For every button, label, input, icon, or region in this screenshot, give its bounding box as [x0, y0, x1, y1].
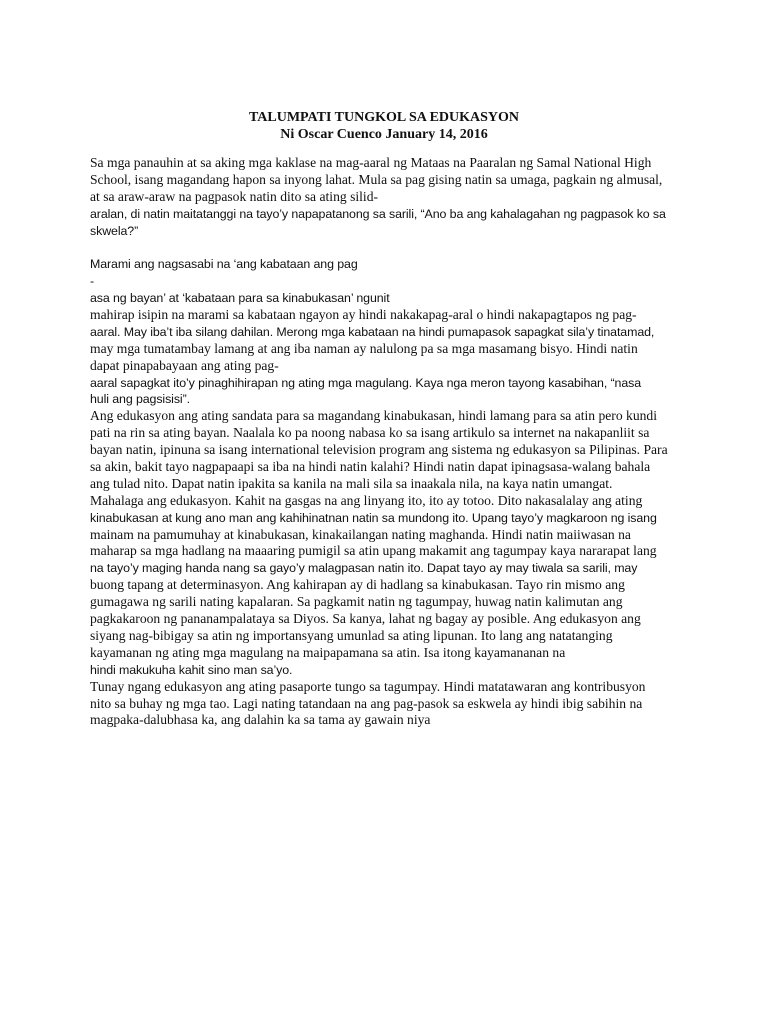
- paragraph-gap: [90, 239, 690, 256]
- body-line: aralan, di natin maitatanggi na tayo’y napapatanong sa sarili, “Ano ba ang kahalagahan ng pagpasok ko sa: [90, 206, 666, 221]
- body-line: buong tapang at determinasyon. Ang kahirapan ay di hadlang sa kinabukasan. Tayo rin mismo ang: [90, 577, 625, 593]
- title-block: [0, 109, 768, 143]
- body-line: Ang edukasyon ang ating sandata para sa magandang kinabukasan, hindi lamang para sa atin pero kundi: [90, 408, 657, 424]
- body-line: dapat pinapabayaan ang ating pag-: [90, 357, 279, 373]
- body-line: gumagawa ng sarili nating kapalaran. Sa pagkamit natin ng tagumpay, huwag natin kalimutan ang: [90, 594, 623, 610]
- body-line: magpaka-dalubhasa ka, ang dalahin ka sa tama ay gawain niya: [90, 712, 431, 728]
- body-line: may mga tumatambay lamang at ang iba naman ay nalulong pa sa mga masamang bisyo. Hindi natin: [90, 340, 638, 356]
- document-title: TALUMPATI TUNGKOL SA EDUKASYON: [248, 110, 520, 125]
- body-line: aaral sapagkat ito’y pinaghihirapan ng ating mga magulang. Kaya nga meron tayong kasabihan, “nasa: [90, 375, 642, 390]
- body-line: mahirap isipin na marami sa kabataan ngayon ay hindi nakakapag-aral o hindi nakapagtapos ng pag-: [90, 307, 637, 323]
- body-line: maharap sa mga hadlang na maaaring pumigil sa atin upang makamit ang tagumpay kaya nararapat lang: [90, 543, 657, 559]
- body-line: ang tulad nito. Dapat natin ipakita sa kanila na mali sila sa inaakala nila, na kaya natin umangat.: [90, 475, 613, 491]
- body-line: Marami ang nagsasabi na ‘ang kabataan ang pag: [90, 257, 358, 272]
- body-line: huli ang pagsisisi”.: [90, 392, 190, 407]
- body-line: Sa mga panauhin at sa aking mga kaklase na mag-aaral ng Mataas na Paaralan ng Samal National High: [90, 155, 652, 170]
- body-line: Tunay ngang edukasyon ang ating pasaporte tungo sa tagumpay. Hindi matatawaran ang kontribusyon: [90, 678, 646, 694]
- body-line: School, isang magandang hapon sa inyong lahat. Mula sa pag gising natin sa umaga, pagkain ng almusal,: [90, 171, 663, 187]
- body-line: at sa araw-araw na pagpasok natin dito sa ating silid-: [90, 188, 379, 204]
- body-line: pagkakaroon ng pananampalataya sa Diyos. Sa kanya, lahat ng bagay ay posible. Ang edukasyon ang: [90, 611, 641, 627]
- body-line: kayamanan ng ating mga magulang na maipapamana sa atin. Isa itong kayamananan na: [90, 644, 566, 660]
- body-line: pati na rin sa ating bayan. Naalala ko pa noong nabasa ko sa isang artikulo sa internet na nakapanliit sa: [90, 425, 650, 441]
- body-line: Mahalaga ang edukasyon. Kahit na gasgas na ang linyang ito, ito ay totoo. Dito nakasalalay ang ating: [90, 492, 643, 508]
- body-line: bayan natin, ipinuna sa isang international television program ang sistema ng edukasyon sa Pilipinas. Para: [90, 442, 668, 458]
- body-line: kinabukasan at kung ano man ang kahihinatnan natin sa mundong ito. Upang tayo’y magkaroon ng isang: [90, 510, 657, 525]
- body-line: nito sa buhay ng mga tao. Lagi nating tatandaan na ang pag-pasok sa eskwela ay hindi ibig sabihin na: [90, 695, 643, 711]
- body-line: na tayo’y maging handa nang sa gayo’y malagpasan natin ito. Dapat tayo ay may tiwala sa sarili, may: [90, 561, 638, 576]
- body-line: skwela?”: [90, 223, 139, 238]
- body-line: aaral. May iba’t iba silang dahilan. Merong mga kabataan na hindi pumapasok sapagkat sila’y tinatamad,: [90, 324, 655, 339]
- body-line: siyang nag-bibigay sa atin ng importansyang umunlad sa ating lipunan. Ito lang ang natatanging: [90, 627, 613, 643]
- body-line: sa akin, bakit tayo nagpapaapi sa iba na hindi natin kalahi? Hindi natin dapat ipinagsasa-walang bahala: [90, 459, 651, 475]
- body-line: hindi makukuha kahit sino man sa’yo.: [90, 662, 293, 677]
- body-line: -: [90, 274, 95, 289]
- body-line: mainam na pamumuhay at kinabukasan, kinakailangan nating maghanda. Hindi natin maiiwasan na: [90, 526, 631, 542]
- body-line: asa ng bayan’ at ‘kabataan para sa kinabukasan’ ngunit: [90, 291, 390, 306]
- document-byline: Ni Oscar Cuenco January 14, 2016: [280, 127, 488, 142]
- document-body: [90, 155, 690, 729]
